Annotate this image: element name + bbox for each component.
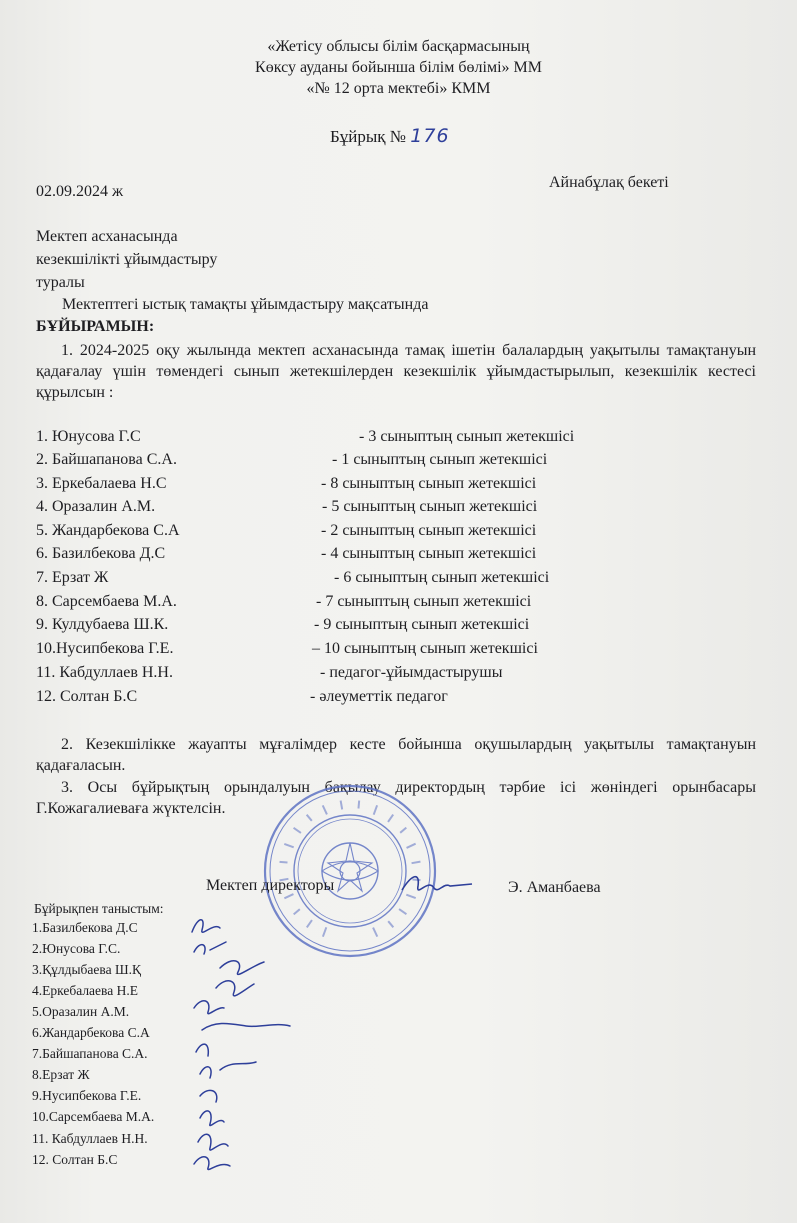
ack-name: 3.Құлдыбаева Ш.Қ <box>32 962 141 977</box>
ack-name: 7.Байшапанова С.А. <box>32 1046 148 1061</box>
duty-role: - педагог-ұйымдастырушы <box>320 664 503 681</box>
header-line-1: «Жетісу облысы білім басқармасының <box>267 38 530 55</box>
duty-role: - 5 сыныптың сынып жетекшісі <box>322 498 538 515</box>
clause-1: 1. 2024-2025 оқу жылында мектеп асханасында тамақ ішетін балалардың уақытылы тамақтануын қадағалау үшін төмендегі сынып жетекшілерден кезекшілік ұйымдастырылып, кезекшілік кестесі құрылсын : <box>36 342 756 401</box>
ack-name: 8.Ерзат Ж <box>32 1067 90 1082</box>
duty-name: 2. Байшапанова С.А. <box>36 451 177 468</box>
ack-name: 10.Сарсембаева М.А. <box>32 1109 155 1124</box>
ack-name: 6.Жандарбекова С.А <box>32 1025 150 1040</box>
duty-role: - әлеуметтік педагог <box>310 688 448 705</box>
ack-name: 12. Солтан Б.С <box>32 1152 118 1167</box>
duty-role: - 4 сыныптың сынып жетекшісі <box>321 545 537 562</box>
director-signature <box>398 868 476 904</box>
preamble: Мектептегі ыстық тамақты ұйымдастыру мақсатында <box>62 296 429 313</box>
duty-name: 3. Еркебалаева Н.С <box>36 475 167 492</box>
ack-name: 9.Нусипбекова Г.Е. <box>32 1088 142 1103</box>
duty-name: 5. Жандарбекова С.А <box>36 522 180 539</box>
duty-name: 11. Кабдуллаев Н.Н. <box>36 664 173 681</box>
director-name: Э. Аманбаева <box>508 879 601 896</box>
duty-role: - 8 сыныптың сынып жетекшісі <box>321 475 537 492</box>
order-date: 02.09.2024 ж <box>36 183 124 200</box>
duty-role: – 10 сыныптың сынып жетекшісі <box>312 640 538 657</box>
duty-name: 12. Солтан Б.С <box>36 688 138 705</box>
subject-line-3: туралы <box>36 274 85 291</box>
duty-role: - 1 сыныптың сынып жетекшісі <box>332 451 548 468</box>
ack-signatures <box>180 910 300 1180</box>
order-place: Айнабұлақ бекеті <box>549 174 669 191</box>
duty-role: - 6 сыныптың сынып жетекшісі <box>334 569 550 586</box>
clause-2: 2. Кезекшілікке жауапты мұғалімдер кесте бойынша оқушылардың уақытылы тамақтануын қадағаласын. <box>36 736 756 774</box>
duty-name: 10.Нусипбекова Г.Е. <box>36 640 174 657</box>
duty-role: - 2 сыныптың сынып жетекшісі <box>321 522 537 539</box>
duty-name: 9. Кулдубаева Ш.К. <box>36 616 169 633</box>
subject-line-2: кезекшілікті ұйымдастыру <box>36 251 218 268</box>
order-title-label: Бұйрық № <box>330 127 407 146</box>
ack-name: 1.Базилбекова Д.С <box>32 920 138 935</box>
duty-role: - 9 сыныптың сынып жетекшісі <box>314 616 530 633</box>
ack-heading: Бұйрықпен таныстым: <box>34 901 164 916</box>
duty-name: 6. Базилбекова Д.С <box>36 545 166 562</box>
subject-line-1: Мектеп асханасында <box>36 228 178 245</box>
duty-name: 7. Ерзат Ж <box>36 569 109 586</box>
duty-name: 4. Оразалин А.М. <box>36 498 156 515</box>
duty-role: - 7 сыныптың сынып жетекшісі <box>316 593 532 610</box>
ack-name: 4.Еркебалаева Н.Е <box>32 983 138 998</box>
ack-name: 2.Юнусова Г.С. <box>32 941 121 956</box>
duty-role: - 3 сыныптың сынып жетекшісі <box>359 428 575 445</box>
order-number: 176 <box>410 125 450 147</box>
header-line-3: «№ 12 орта мектебі» КММ <box>306 80 491 97</box>
order-title <box>330 125 450 147</box>
director-title: Мектеп директоры <box>206 877 335 894</box>
duty-name: 8. Сарсембаева М.А. <box>36 593 177 610</box>
ack-name: 11. Кабдуллаев Н.Н. <box>32 1131 148 1146</box>
header-line-2: Көксу ауданы бойынша білім бөлімі» ММ <box>255 59 542 76</box>
duty-name: 1. Юнусова Г.С <box>36 428 141 445</box>
command-heading: БҰЙЫРАМЫН: <box>36 318 155 335</box>
clause-3: 3. Осы бұйрықтың орындалуын бақылау директордың тәрбие ісі жөніндегі орынбасары Г.Кожагалиеваға жүктелсін. <box>36 779 756 817</box>
ack-name: 5.Оразалин А.М. <box>32 1004 130 1019</box>
